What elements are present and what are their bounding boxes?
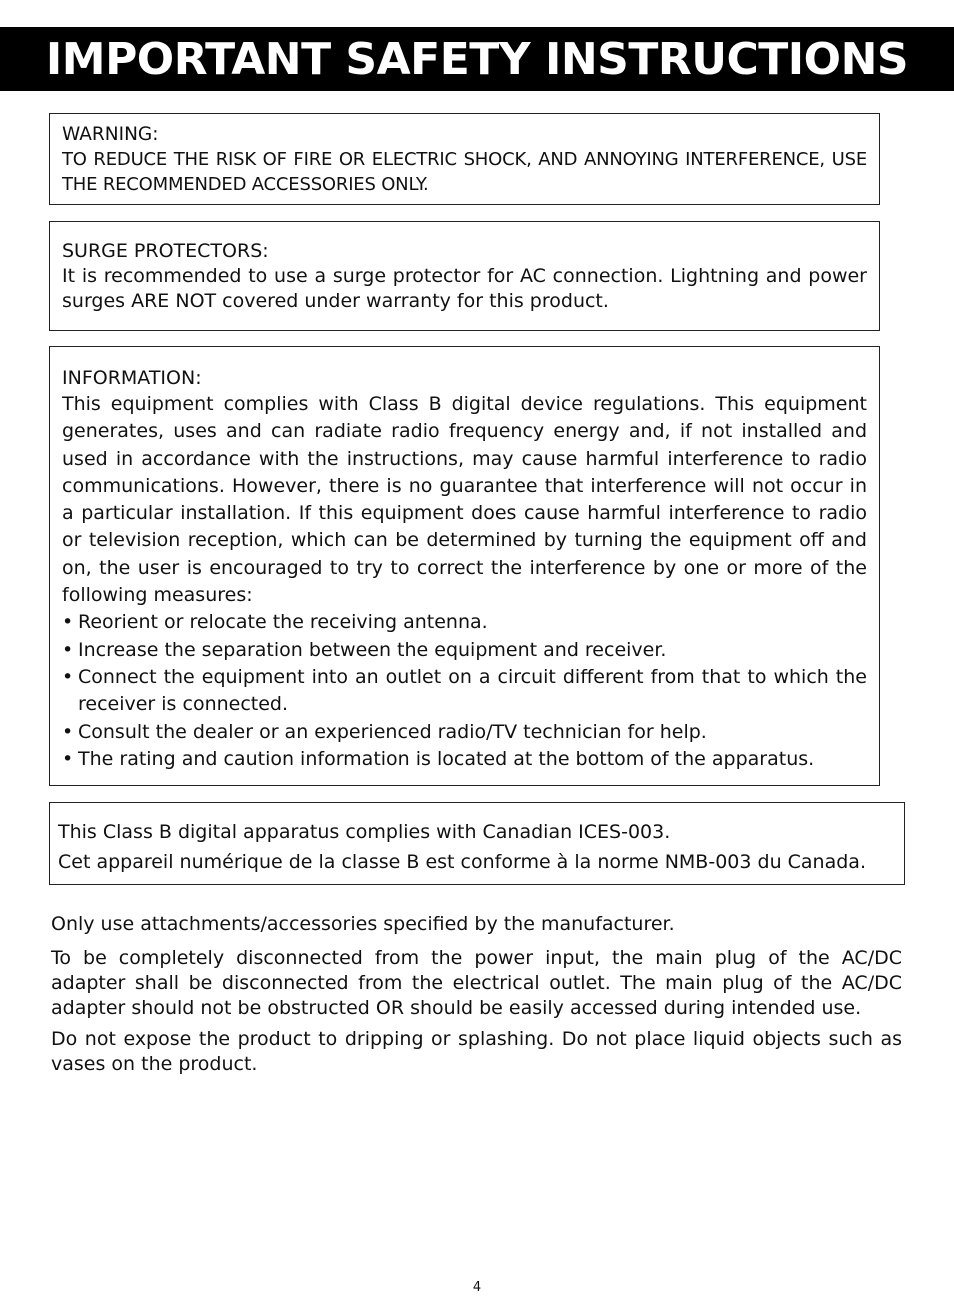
- accessories-paragraph: Only use attachments/accessories specified by the manufacturer.: [51, 913, 675, 935]
- list-item: [62, 637, 867, 664]
- liquid-paragraph: Do not expose the product to dripping or splashing. Do not place liquid objects such as vases on the product.: [51, 1028, 902, 1075]
- information-box: [49, 346, 880, 786]
- page-number: 4: [472, 1280, 482, 1295]
- page-title: IMPORTANT SAFETY INSTRUCTIONS: [0, 27, 954, 91]
- list-item: [62, 609, 867, 636]
- list-item: [62, 719, 867, 746]
- measures-list: [62, 609, 867, 773]
- surge-heading: SURGE PROTECTORS:: [62, 240, 269, 262]
- warning-text: TO REDUCE THE RISK OF FIRE OR ELECTRIC SHOCK, AND ANNOYING INTERFERENCE, USE THE RECOMMENDED ACCESSORIES ONLY.: [62, 149, 867, 195]
- surge-text: It is recommended to use a surge protector for AC connection. Lightning and power surges ARE NOT covered under warranty for this product.: [62, 265, 867, 312]
- list-item-text: Reorient or relocate the receiving antenna.: [78, 611, 488, 634]
- canada-english-text: This Class B digital apparatus complies with Canadian ICES-003.: [58, 821, 671, 843]
- list-item-text: Connect the equipment into an outlet on a circuit different from that to which the receiver is connected.: [78, 665, 867, 716]
- disconnect-paragraph: To be completely disconnected from the power input, the main plug of the AC/DC adapter shall be disconnected from the electrical outlet. The main plug of the AC/DC adapter should not be obstructed OR should be easily accessed during intended use.: [51, 947, 902, 1019]
- warning-heading: WARNING:: [62, 124, 159, 145]
- bullet-icon: •: [62, 665, 74, 688]
- list-item-text: Increase the separation between the equipment and receiver.: [78, 638, 667, 661]
- surge-protectors-box: [49, 221, 880, 331]
- bullet-icon: •: [62, 720, 74, 743]
- canada-compliance-box: [49, 802, 905, 885]
- bullet-icon: •: [62, 611, 74, 634]
- warning-box: [49, 113, 880, 205]
- list-item-text: Consult the dealer or an experienced radio/TV technician for help.: [78, 720, 707, 743]
- list-item: [62, 746, 867, 773]
- bullet-icon: •: [62, 747, 74, 770]
- list-item: [62, 664, 867, 719]
- information-heading: INFORMATION:: [62, 367, 202, 389]
- canada-french-text: Cet appareil numérique de la classe B est conforme à la norme NMB-003 du Canada.: [58, 851, 866, 873]
- bullet-icon: •: [62, 638, 74, 661]
- list-item-text: The rating and caution information is located at the bottom of the apparatus.: [78, 747, 815, 770]
- information-text: This equipment complies with Class B digital device regulations. This equipment generates, uses and can radiate radio frequency energy and, if not installed and used in accordance with the instructions, may cause harmful interference to radio communications. However, there is no guarantee that interference will not occur in a particular installation. If this equipment does cause harmful interference to radio or television reception, which can be determined by turning the equipment off and on, the user is encouraged to try to correct the interference by one or more of the following measures:: [62, 393, 867, 607]
